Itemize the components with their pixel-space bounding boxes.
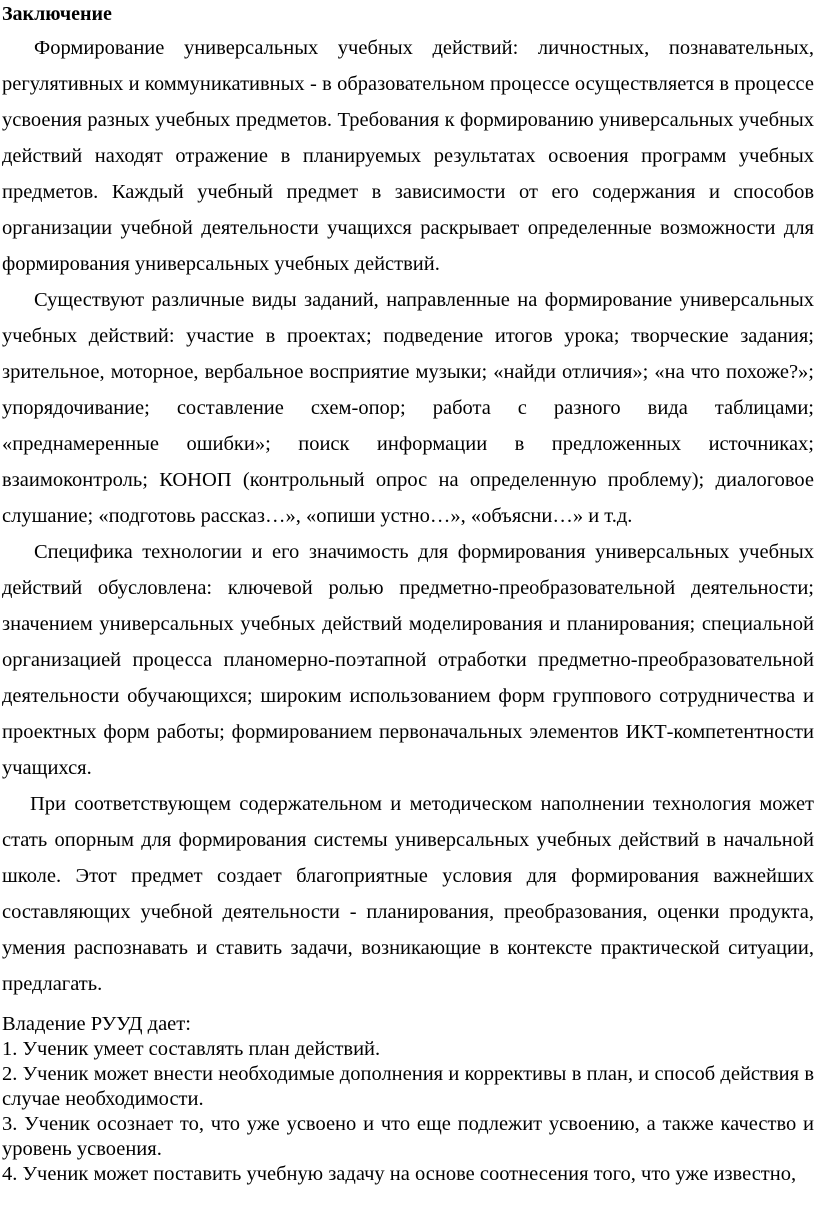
paragraph-uud-formation: Формирование универсальных учебных действий: личностных, познавательных, регулятивных и коммуникативных - в образовательном процессе осуществляется в процессе усвоения разных учебных предметов. Требования к формированию универсальных учебных действий находят отражение в планируемых результатах освоения программ учебных предметов. Каждый учебный предмет в зависимости от его содержания и способов организации учебной деятельности учащихся раскрывает определенные возможности для формирования универсальных учебных действий. [2, 37, 814, 275]
paragraph-technology-support: При соответствующем содержательном и методическом наполнении технология может стать опорным для формирования системы универсальных учебных действий в начальной школе. Этот предмет создает благоприятные условия для формирования важнейших составляющих учебной деятельности - планирования, преобразования, оценки продукта, умения распознавать и ставить задачи, возникающие в контексте практической ситуации, предлагать. [2, 793, 814, 995]
list-item: 3. Ученик осознает то, что уже усвоено и что еще подлежит усвоению, а также качество и уровень усвоения. [2, 1113, 814, 1160]
list-item: 4. Ученик может поставить учебную задачу на основе соотнесения того, что уже известно, [2, 1163, 797, 1185]
ruud-list [2, 1012, 814, 1187]
paragraph-task-types: Существуют различные виды заданий, направленные на формирование универсальных учебных действий: участие в проектах; подведение итогов урока; творческие задания; зрительное, моторное, вербальное восприятие музыки; «найди отличия»; «на что похоже?»; упорядочивание; составление схем-опор; работа с разного вида таблицами; «преднамеренные ошибки»; поиск информации в предложенных источниках; взаимоконтроль; КОНОП (контрольный опрос на определенную проблему); диалоговое слушание; «подготовь рассказ…», «опиши устно…», «объясни…» и т.д. [2, 289, 814, 527]
list-intro: Владение РУУД дает: [2, 1013, 191, 1035]
document-heading: Заключение [2, 3, 112, 25]
list-item: 2. Ученик может внести необходимые дополнения и коррективы в план, и способ действия в случае необходимости. [2, 1063, 814, 1110]
list-item: 1. Ученик умеет составлять план действий. [2, 1038, 381, 1060]
paragraph-technology-specifics: Специфика технологии и его значимость для формирования универсальных учебных действий обусловлена: ключевой ролью предметно-преобразовательной деятельности; значением универсальных учебных действий моделирования и планирования; специальной организацией процесса планомерно-поэтапной отработки предметно-преобразовательной деятельности обучающихся; широким использованием форм группового сотрудничества и проектных форм работы; формированием первоначальных элементов ИКТ-компетентности учащихся. [2, 541, 814, 779]
